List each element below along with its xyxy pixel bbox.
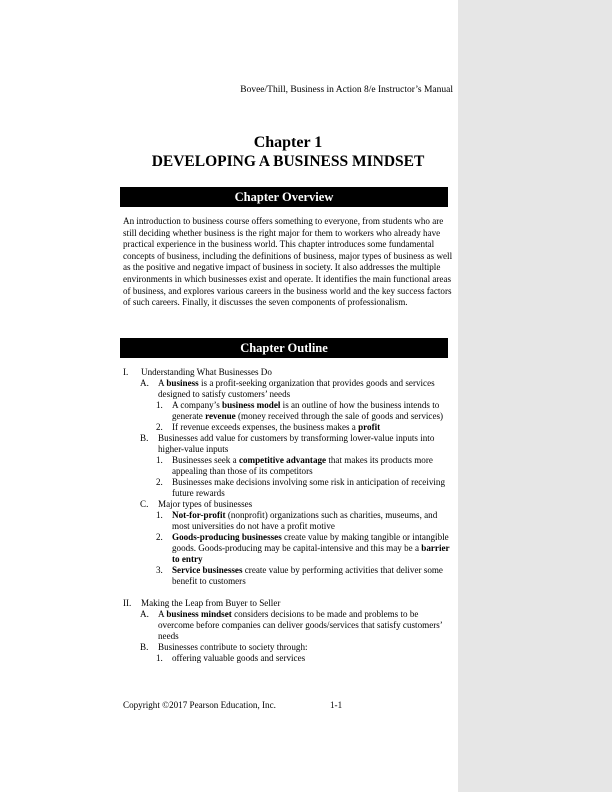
key-term: competitive advantage [238, 455, 327, 465]
key-term: business [166, 378, 199, 388]
outline-text-run: offering valuable goods and services [172, 653, 306, 663]
running-head: Bovee/Thill, Business in Action 8/e Instructor’s Manual [240, 85, 453, 95]
outline-item-level-3 [123, 400, 456, 422]
gray-margin-panel [458, 0, 612, 792]
key-term: Not-for-profit [172, 510, 226, 520]
outline-text-run: A [158, 609, 167, 619]
outline-item-number: 2. [156, 422, 163, 432]
outline-item-text [172, 532, 456, 565]
outline-text-run: (money received through the sale of goods and services) [235, 411, 444, 421]
outline-text-run: Businesses add value for customers by transforming lower-value inputs into higher-value inputs [158, 433, 435, 454]
outline-text-run: If revenue exceeds expenses, the business makes a [172, 422, 359, 432]
outline-item-text [158, 499, 456, 510]
outline-item-level-3 [123, 477, 456, 499]
outline-item-number: A. [140, 609, 149, 619]
page-number: 1-1 [330, 700, 343, 710]
outline-text-run: Businesses seek a [172, 455, 239, 465]
chapter-number: Chapter 1 [253, 134, 323, 151]
outline-item-number: B. [140, 642, 149, 652]
outline-item-text [172, 422, 456, 433]
outline-item-number: 3. [156, 565, 163, 575]
key-term: profit [358, 422, 381, 432]
outline-heading-bar: Chapter Outline [120, 338, 448, 358]
outline-item-text [141, 598, 456, 609]
outline-item-level-2 [123, 433, 456, 455]
outline-item-level-1 [123, 598, 456, 609]
outline-item-text [172, 510, 456, 532]
outline-item-number: 1. [156, 455, 163, 465]
outline-item-text [158, 642, 456, 653]
outline-item-number: C. [140, 499, 149, 509]
outline-text-run: is an outline of how the business intends to generate [172, 400, 440, 421]
outline-item-text [172, 455, 456, 477]
outline-item-level-3 [123, 565, 456, 587]
outline-item-text [172, 653, 456, 664]
outline-item-level-2 [123, 609, 456, 642]
outline-spacer [123, 587, 456, 598]
outline-item-level-3 [123, 510, 456, 532]
outline-item-number: 2. [156, 477, 163, 487]
outline-text-run: create value by making tangible or intangible goods. Goods-producing may be capital-intensive and this may be a [172, 532, 449, 553]
outline-item-text [141, 367, 456, 378]
outline-item-number: 2. [156, 532, 163, 542]
outline-item-level-1 [123, 367, 456, 378]
outline-item-number: B. [140, 433, 149, 443]
outline-item-level-2 [123, 499, 456, 510]
outline-item-level-2 [123, 378, 456, 400]
outline-text-run: considers decisions to be made and problems to be overcome before companies can deliver goods/services that satisfy customers’ needs [158, 609, 443, 641]
outline-text-run: is a profit-seeking organization that provides goods and services designed to satisfy customers’ needs [158, 378, 435, 399]
outline-item-text [158, 609, 456, 642]
outline-item-number: 1. [156, 400, 163, 410]
outline-item-number: II. [123, 598, 132, 608]
outline-item-text [172, 565, 456, 587]
key-term: business model [222, 400, 281, 410]
outline-item-level-3 [123, 455, 456, 477]
outline-item-number: 1. [156, 653, 163, 663]
outline-text-run: that makes its products more appealing than those of its competitors [172, 455, 433, 476]
outline-item-text [172, 477, 456, 499]
overview-paragraph: An introduction to business course offers something to everyone, from students who are still deciding whether business is the right major for them to workers who already have practical experience in the business world. This chapter introduces some fundamental concepts of business, including the definitions of business, major types of business as well as the positive and negative impact of business in society. It also addresses the multiple environments in which businesses exist and operate. It identifies the main functional areas of business, and explores various careers in the business world and the key success factors of such careers. Finally, it discusses the seven components of professionalism. [123, 216, 453, 308]
chapter-outline [123, 367, 456, 664]
key-term: Goods-producing businesses [172, 532, 282, 542]
outline-text-run: Major types of businesses [158, 499, 253, 509]
outline-text-run: A [158, 378, 167, 388]
outline-text-run: Understanding What Businesses Do [141, 367, 272, 377]
outline-text-run: A company’s [172, 400, 223, 410]
outline-item-number: A. [140, 378, 149, 388]
outline-item-level-2 [123, 642, 456, 653]
outline-text-run: Businesses contribute to society through: [158, 642, 308, 652]
outline-text-run: Businesses make decisions involving some risk in anticipation of receiving future rewards [172, 477, 446, 498]
key-term: Service businesses [172, 565, 243, 575]
chapter-title: DEVELOPING A BUSINESS MINDSET [151, 153, 425, 170]
outline-item-number: 1. [156, 510, 163, 520]
outline-text-run: create value by performing activities that deliver some benefit to customers [172, 565, 443, 586]
outline-text-run: (nonprofit) organizations such as charities, museums, and most universities do not have a profit motive [172, 510, 438, 531]
outline-item-level-3 [123, 532, 456, 565]
key-term: revenue [205, 411, 236, 421]
outline-item-level-3 [123, 653, 456, 664]
outline-text-run: Making the Leap from Buyer to Seller [141, 598, 281, 608]
overview-heading-bar: Chapter Overview [120, 187, 448, 207]
key-term: barrier to entry [172, 543, 450, 564]
outline-item-text [172, 400, 456, 422]
outline-item-text [158, 378, 456, 400]
outline-item-number: I. [123, 367, 129, 377]
copyright-notice: Copyright ©2017 Pearson Education, Inc. [123, 700, 276, 710]
outline-item-text [158, 433, 456, 455]
key-term: business mindset [166, 609, 232, 619]
outline-item-level-3 [123, 422, 456, 433]
